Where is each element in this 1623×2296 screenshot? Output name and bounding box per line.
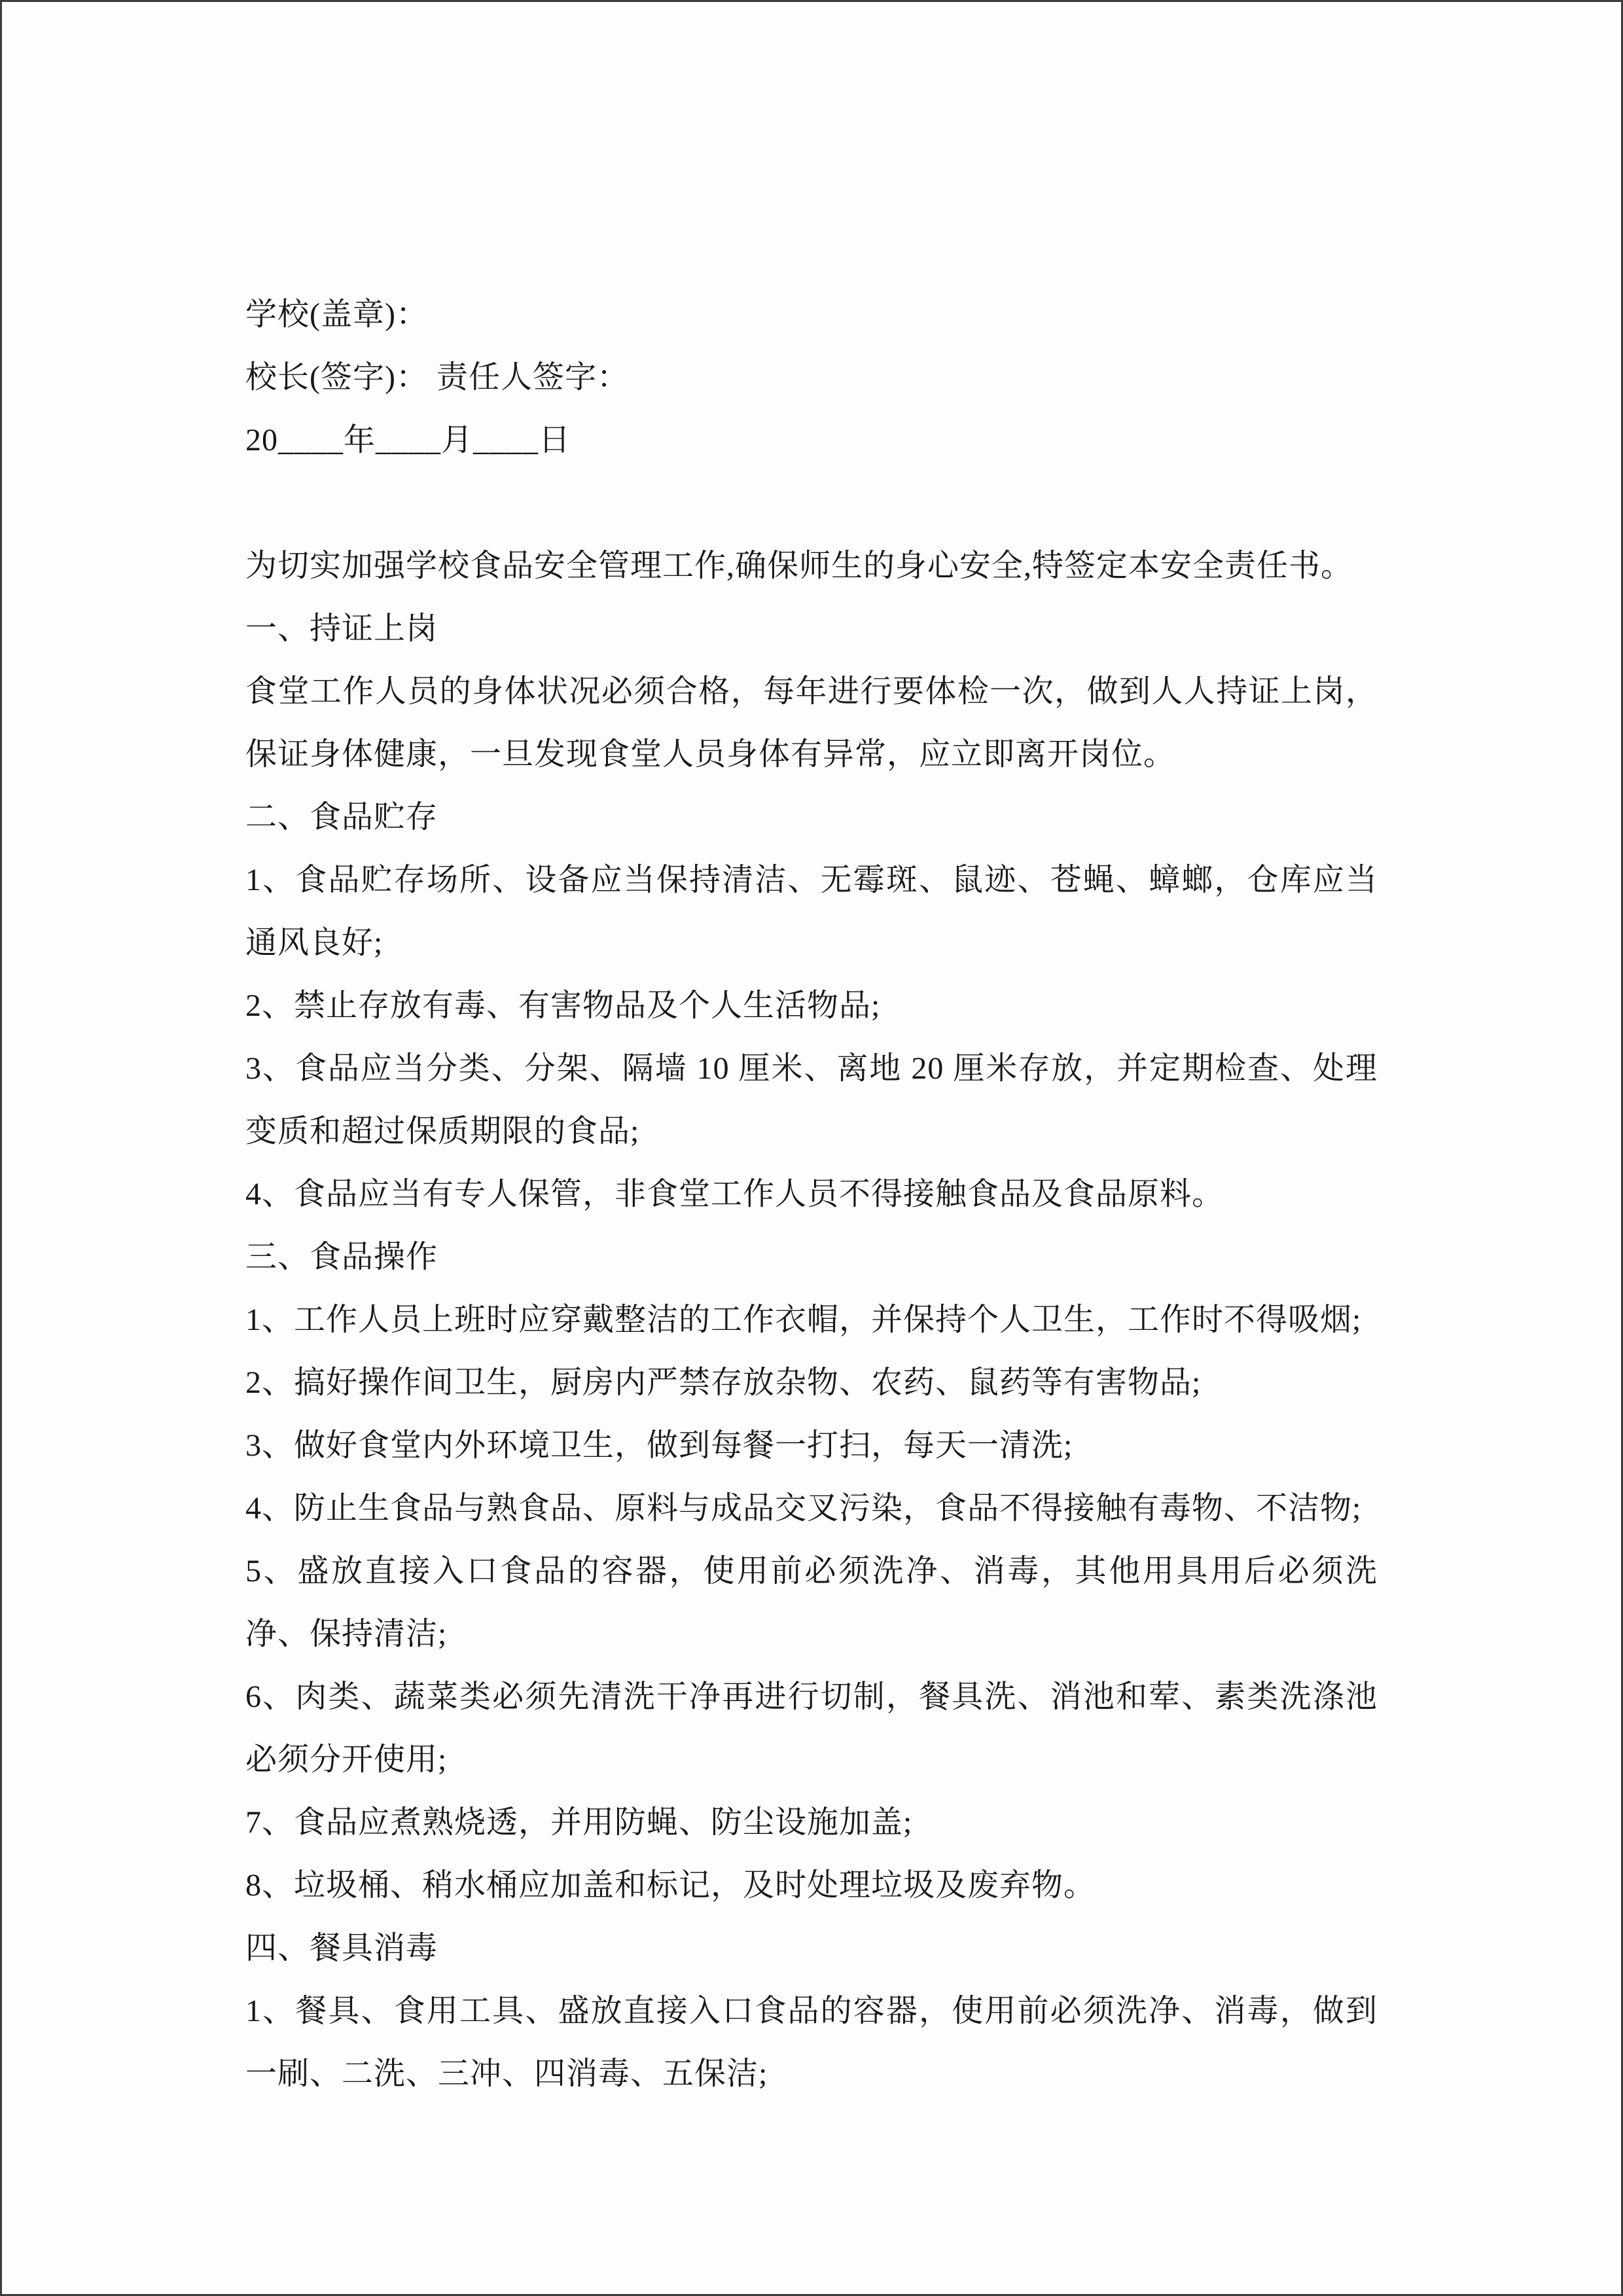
paragraph: 4、食品应当有专人保管，非食堂工作人员不得接触食品及食品原料。 — [245, 1177, 1224, 1211]
paragraph: 二、食品贮存 — [245, 800, 438, 834]
paragraph: 3、食品应当分类、分架、隔墙 10 厘米、离地 20 厘米存放，并定期检查、处理变质和超过保质期限的食品; — [245, 1051, 1378, 1149]
paragraph: 20____年____月____日 — [245, 423, 571, 457]
paragraph: 2、禁止存放有毒、有害物品及个人生活物品; — [245, 988, 881, 1023]
paragraph: 6、肉类、蔬菜类必须先清洗干净再进行切制，餐具洗、消池和荤、素类洗涤池必须分开使用; — [245, 1679, 1378, 1777]
paragraph: 校长(签字)： 责任人签字： — [245, 360, 629, 395]
paragraph: 2、搞好操作间卫生，厨房内严禁存放杂物、农药、鼠药等有害物品; — [245, 1365, 1202, 1400]
paragraph: 食堂工作人员的身体状况必须合格，每年进行要体检一次，做到人人持证上岗，保证身体健康，一旦发现食堂人员身体有异常，应立即离开岗位。 — [245, 674, 1378, 772]
paragraph: 7、食品应煮熟烧透，并用防蝇、防尘设施加盖; — [245, 1805, 913, 1840]
paragraph: 8、垃圾桶、稍水桶应加盖和标记，及时处理垃圾及废弃物。 — [245, 1868, 1096, 1903]
document-body — [2, 2, 1621, 2106]
paragraph: 1、工作人员上班时应穿戴整洁的工作衣帽，并保持个人卫生，工作时不得吸烟; — [245, 1302, 1362, 1337]
paragraph: 1、餐具、食用工具、盛放直接入口食品的容器，使用前必须洗净、消毒，做到一刷、二洗、三冲、四消毒、五保洁; — [245, 1994, 1378, 2091]
paragraph: 三、食品操作 — [245, 1240, 438, 1274]
paragraph: 1、食品贮存场所、设备应当保持清洁、无霉斑、鼠迹、苍蝇、蟑螂，仓库应当通风良好; — [245, 863, 1378, 960]
paragraph: 3、做好食堂内外环境卫生，做到每餐一打扫，每天一清洗; — [245, 1428, 1073, 1463]
paragraph: 一、持证上岗 — [245, 611, 438, 646]
paragraph: 5、盛放直接入口食品的容器，使用前必须洗净、消毒，其他用具用后必须洗净、保持清洁; — [245, 1554, 1378, 1651]
paragraph: 学校(盖章)： — [245, 297, 428, 332]
paragraph-spacer — [245, 472, 1378, 535]
paragraph: 为切实加强学校食品安全管理工作,确保师生的身心安全,特签定本安全责任书。 — [245, 548, 1353, 583]
paragraph: 四、餐具消毒 — [245, 1931, 438, 1965]
paragraph: 4、防止生食品与熟食品、原料与成品交叉污染，食品不得接触有毒物、不洁物; — [245, 1491, 1362, 1526]
